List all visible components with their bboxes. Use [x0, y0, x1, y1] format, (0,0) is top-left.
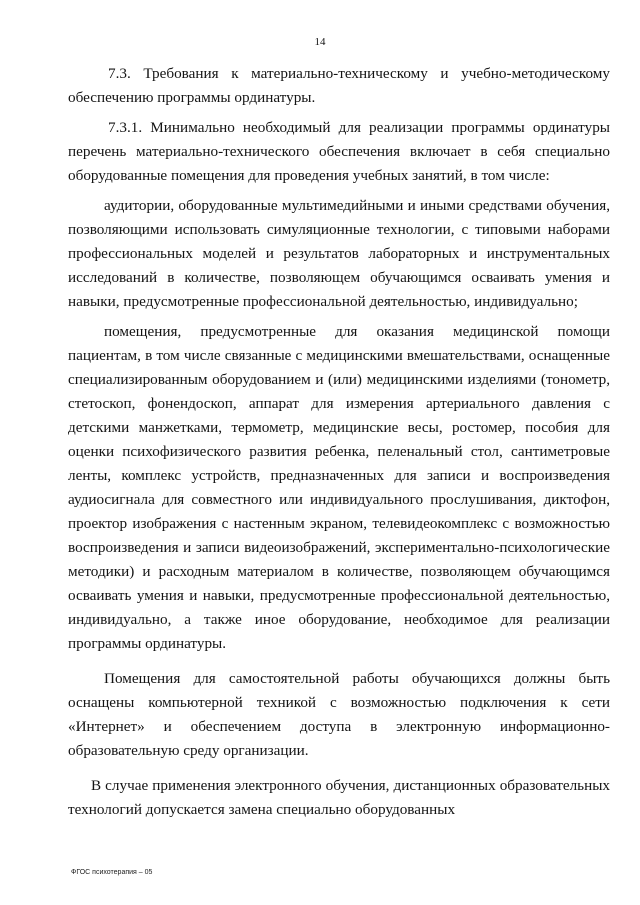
paragraph-medical-rooms: помещения, предусмотренные для оказания медицинской помощи пациентам, в том числе связанные с медицинскими вмешательствами, оснащенные специализированным оборудованием и (или) медицинскими изделиями (тонометр, стетоскоп, фонендоскоп, аппарат для измерения артериального давления с детскими манжетками, термометр, медицинские весы, ростомер, пособия для оценки психофизического развития ребенка, пеленальный стол, сантиметровые ленты, комплекс устройств, предназначенных для записи и воспроизведения аудиосигнала для совместного или индивидуального прослушивания, диктофон, проектор изображения с настенным экраном, телевидеокомплекс с возможностью воспроизведения и записи видеоизображений, экспериментально-психологические методики) и расходным материалом в количестве, позволяющем обучающимся осваивать умения и навыки, предусмотренные профессиональной деятельностью, индивидуально, а также иное оборудование, необходимое для реализации программы ординатуры.: [68, 323, 610, 652]
paragraph-classrooms: аудитории, оборудованные мультимедийными и иными средствами обучения, позволяющими использовать симуляционные технологии, с типовыми наборами профессиональных моделей и результатов лабораторных и инструментальных исследований в количестве, позволяющем обучающимся осваивать умения и навыки, предусмотренные профессиональной деятельностью, индивидуально;: [68, 197, 610, 310]
paragraph-self-study-rooms: Помещения для самостоятельной работы обучающихся должны быть оснащены компьютерной техникой с возможностью подключения к сети «Интернет» и обеспечением доступа в электронную информационно-образовательную среду организации.: [68, 670, 610, 759]
paragraph-7-3-1: 7.3.1. Минимально необходимый для реализации программы ординатуры перечень материально-технического обеспечения включает в себя специально оборудованные помещения для проведения учебных занятий, в том числе:: [68, 119, 610, 184]
document-body: [68, 62, 610, 822]
footer-label: ФГОС психотерапия – 05: [71, 869, 153, 876]
paragraph-e-learning: В случае применения электронного обучения, дистанционных образовательных технологий допускается замена специально оборудованных: [68, 777, 610, 818]
page-number: 14: [314, 36, 326, 48]
section-heading: 7.3. Требования к материально-техническому и учебно-методическому обеспечению программы ординатуры.: [68, 65, 610, 106]
